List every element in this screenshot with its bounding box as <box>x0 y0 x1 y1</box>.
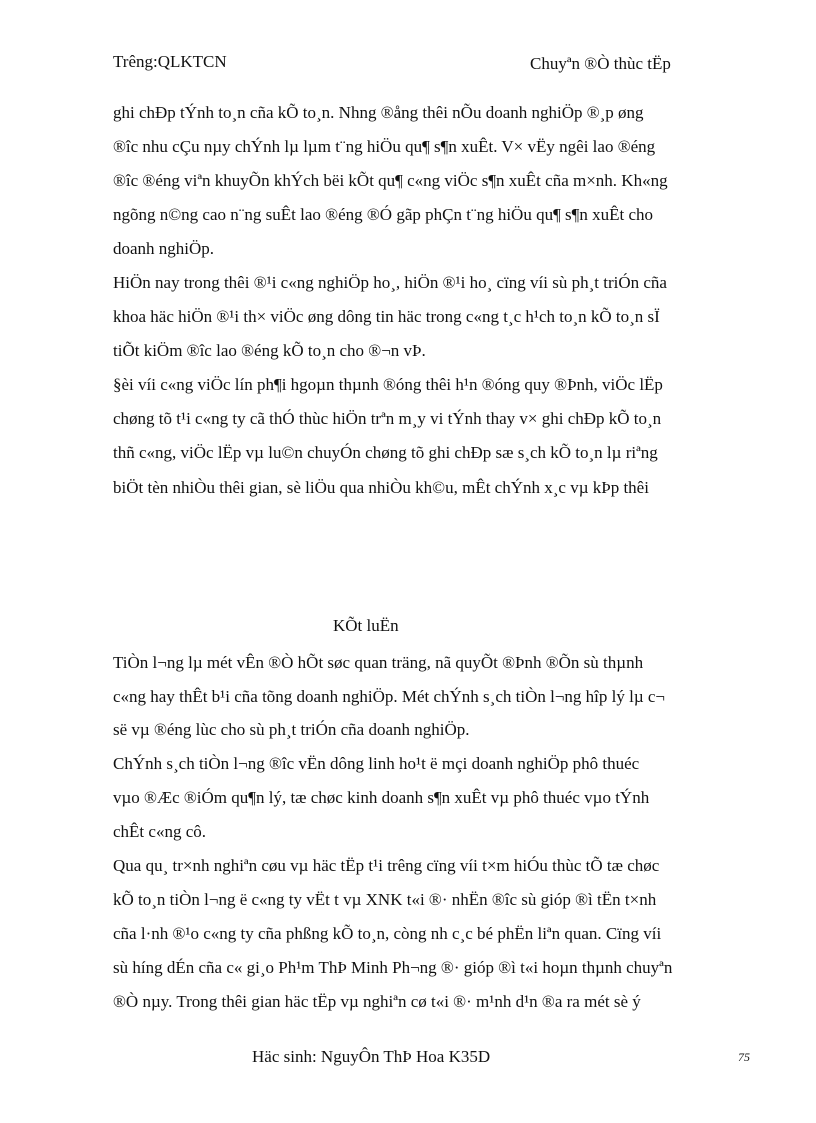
conclusion-line: chÊt c«ng cô. <box>113 822 206 841</box>
body-line: doanh nghiÖp. <box>113 239 215 258</box>
conclusion-line: Qua qu¸ tr×nh nghiªn cøu vµ häc tËp t¹i trêng cïng víi t×m hiÓu thùc tÕ tæ chøc <box>113 856 660 875</box>
header-school: Trêng:QLKTCN <box>113 52 227 71</box>
conclusion-line: c«ng hay thÊt b¹i cña tõng doanh nghiÖp. Mét chÝnh s¸ch tiÒn l¬ng hîp lý lµ c¬ <box>113 687 666 706</box>
body-line: chøng tõ t¹i c«ng ty cã thÓ thùc hiÖn trªn m¸y vi tÝnh thay v× ghi chÐp kÕ to¸n <box>113 409 662 428</box>
header-topic: Chuyªn ®Ò thùc tËp <box>530 54 671 73</box>
conclusion-heading: KÕt luËn <box>333 616 399 635</box>
body-line: ghi chÐp tÝnh to¸n cña kÕ to¸n. Nhng ®ång thêi nÕu doanh nghiÖp ®¸p øng <box>113 103 644 122</box>
body-line: khoa häc hiÖn ®¹i th× viÖc øng dông tin häc trong c«ng t¸c h¹ch to¸n kÕ to¸n sÏ <box>113 307 660 326</box>
page-number: 75 <box>738 1050 750 1064</box>
conclusion-line: TiÒn l¬ng lµ mét vÊn ®Ò hÕt søc quan träng, nã quyÕt ®Þnh ®Õn sù thµnh <box>113 653 644 672</box>
body-line: §èi víi c«ng viÖc lín ph¶i hgoµn thµnh ®óng thêi h¹n ®óng quy ®Þnh, viÖc lËp <box>113 375 663 394</box>
conclusion-line: cña l·nh ®¹o c«ng ty cña phßng kÕ to¸n, còng nh c¸c bé phËn liªn quan. Cïng víi <box>113 924 662 943</box>
body-line: ngõng n©ng cao n¨ng suÊt lao ®éng ®Ó gãp phÇn t¨ng hiÖu qu¶ s¶n xuÊt cho <box>113 205 654 224</box>
body-line: biÖt tèn nhiÒu thêi gian, sè liÖu qua nhiÒu kh©u, mÊt chÝnh x¸c vµ kÞp thêi <box>113 478 649 497</box>
body-line: HiÖn nay trong thêi ®¹i c«ng nghiÖp ho¸, hiÖn ®¹i ho¸ cïng víi sù ph¸t triÓn cña <box>113 273 667 292</box>
conclusion-line: kÕ to¸n tiÒn l¬ng ë c«ng ty vËt t vµ XNK t«i ®· nhËn ®îc sù gióp ®ì tËn t×nh <box>113 890 657 909</box>
conclusion-line: sù híng dÉn cña c« gi¸o Ph¹m ThÞ Minh Ph¬ng ®· gióp ®ì t«i hoµn thµnh chuyªn <box>113 958 673 977</box>
body-line: ®îc ®éng viªn khuyÕn khÝch bëi kÕt qu¶ c«ng viÖc s¶n xuÊt cña m×nh. Kh«ng <box>113 171 668 190</box>
body-line: thñ c«ng, viÖc lËp vµ lu©n chuyÓn chøng tõ ghi chÐp sæ s¸ch kÕ to¸n lµ riªng <box>113 443 658 462</box>
conclusion-line: vµo ®Æc ®iÓm qu¶n lý, tæ chøc kinh doanh s¶n xuÊt vµ phô thuéc vµo tÝnh <box>113 788 650 807</box>
conclusion-line: ®Ò nµy. Trong thêi gian häc tËp vµ nghiªn cø t«i ®· m¹nh d¹n ®a ra mét sè ý <box>113 992 641 1011</box>
conclusion-line: ChÝnh s¸ch tiÒn l¬ng ®îc vËn dông linh ho¹t ë mçi doanh nghiÖp phô thuéc <box>113 754 640 773</box>
body-line: tiÕt kiÖm ®îc lao ®éng kÕ to¸n cho ®¬n vÞ. <box>113 341 426 360</box>
conclusion-line: së vµ ®éng lùc cho sù ph¸t triÓn cña doanh nghiÖp. <box>113 720 470 739</box>
footer-author: Häc sinh: NguyÔn ThÞ Hoa K35D <box>252 1047 491 1066</box>
body-line: ®îc nhu cÇu nµy chÝnh lµ lµm t¨ng hiÖu qu¶ s¶n xuÊt. V× vËy ngêi lao ®éng <box>113 137 656 156</box>
